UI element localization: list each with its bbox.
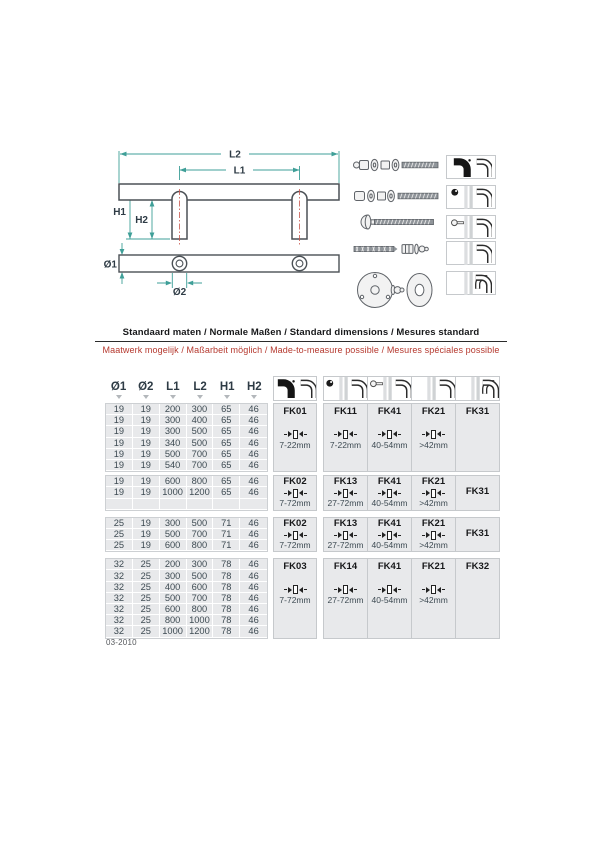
door-thickness-icon (284, 430, 307, 439)
dimension-value: 500 (160, 449, 187, 460)
product-code: FK31 (465, 528, 490, 539)
door-thickness-icon (284, 585, 307, 594)
col-header-l1 (159, 382, 186, 402)
product-cell-FK13 (323, 475, 368, 511)
dim-label-D1: Ø1 (103, 259, 117, 271)
dimension-value: 46 (240, 615, 267, 626)
blind-fixing-icon (450, 156, 492, 179)
screw-fixing-icon (369, 377, 411, 400)
dimension-value: 500 (160, 529, 187, 540)
date-code: 03-2010 (106, 638, 137, 647)
dimension-value: 19 (106, 449, 133, 460)
column-marker-icon (251, 395, 257, 399)
dimension-value: 600 (160, 540, 187, 551)
blind-fixing-icon (274, 377, 316, 400)
dimension-value: 500 (187, 438, 214, 449)
dimension-value: 25 (133, 559, 160, 570)
dimension-value: 78 (213, 593, 240, 604)
handle-bottom-view (119, 255, 339, 272)
dimension-value: 1200 (187, 626, 214, 637)
door-thickness-range: 27-72mm (327, 497, 364, 508)
col-header-h2 (241, 382, 268, 402)
product-cell-FK03 (273, 558, 317, 638)
product-cell-FK11 (323, 403, 368, 472)
door-thickness-range: 27-72mm (327, 539, 364, 550)
fixing-type-column-blind-fixing (273, 376, 317, 401)
size-group-3 (105, 517, 505, 553)
product-code: FK21 (421, 561, 446, 573)
door-thickness-icon (378, 531, 401, 540)
col-header-diameter1 (105, 382, 132, 402)
column-marker-icon (170, 395, 176, 399)
dimension-value: 32 (106, 559, 133, 570)
dimension-value: 19 (133, 529, 160, 540)
mount-option-box-clamp-fixing (446, 241, 496, 265)
dimension-value: 46 (240, 604, 267, 615)
door-thickness-range: 40-54mm (371, 595, 408, 606)
door-thickness-icon (334, 585, 357, 594)
dimension-value: 32 (106, 604, 133, 615)
product-cell-FK14 (323, 558, 368, 638)
size-group-1 (105, 403, 505, 472)
dimension-value: 19 (133, 438, 160, 449)
door-thickness-icon (284, 531, 307, 540)
dimension-value: 32 (106, 626, 133, 637)
dimension-value: 700 (187, 529, 214, 540)
dimension-value: 25 (133, 615, 160, 626)
cap-nut-washers-threaded-rod-icon (352, 154, 440, 176)
door-thickness-icon (422, 585, 445, 594)
dimension-value: 700 (187, 449, 214, 460)
dimension-value: 32 (106, 593, 133, 604)
carriage-bolt-icon (358, 213, 440, 231)
dimension-value: 800 (160, 615, 187, 626)
door-thickness-range: >42mm (419, 595, 448, 606)
product-cell-FK32 (455, 558, 500, 638)
dim-label-H2: H2 (135, 215, 148, 226)
dimension-value: 65 (213, 415, 240, 426)
dimension-value: 19 (106, 438, 133, 449)
door-thickness-range: 7-72mm (279, 595, 311, 606)
empty-cell (160, 499, 187, 510)
rosette-plate-and-ring-icon (356, 269, 436, 311)
door-thickness-range: >42mm (419, 497, 448, 508)
titles-block (95, 327, 507, 355)
door-thickness-icon (334, 489, 357, 498)
product-code: FK41 (377, 561, 402, 573)
door-thickness-icon (284, 489, 307, 498)
door-thickness-range: 40-54mm (371, 497, 408, 508)
fixing-type-column-through-bolt (323, 376, 368, 401)
dimensions-grid (105, 475, 268, 511)
dimension-value: 25 (133, 626, 160, 637)
product-code: FK21 (421, 517, 446, 529)
dimension-value: 19 (106, 426, 133, 437)
dimension-value: 25 (133, 570, 160, 581)
through-bolt-icon (450, 186, 492, 209)
dimension-value: 500 (187, 426, 214, 437)
product-code: FK14 (333, 561, 358, 573)
dimension-value: 300 (160, 415, 187, 426)
mount-option-box-back-to-back (446, 271, 496, 295)
door-thickness-range: 7-22mm (279, 439, 311, 450)
handle-dimension-drawing (100, 143, 350, 318)
fixing-type-column-back-to-back (455, 376, 500, 401)
door-thickness-range: 7-22mm (329, 439, 362, 450)
column-marker-icon (224, 395, 230, 399)
dimension-value: 200 (160, 404, 187, 415)
col-label: H2 (247, 380, 262, 393)
product-code: FK13 (333, 517, 358, 529)
dimension-value: 25 (106, 518, 133, 529)
dimension-value: 300 (160, 518, 187, 529)
dimensions-grid (105, 403, 268, 472)
col-label: Ø2 (138, 380, 154, 393)
col-header-l2 (186, 382, 213, 402)
empty-cell (187, 499, 214, 510)
dimension-value: 300 (160, 570, 187, 581)
dimension-value: 600 (160, 604, 187, 615)
dimension-value: 46 (240, 449, 267, 460)
back-to-back-icon (457, 377, 499, 400)
dimension-value: 25 (133, 593, 160, 604)
dimension-value: 65 (213, 476, 240, 487)
sleeve-washers-threaded-rod-icon (352, 185, 440, 207)
dimension-value: 800 (187, 604, 214, 615)
dimension-value: 78 (213, 604, 240, 615)
dimension-value: 19 (133, 518, 160, 529)
product-code: FK41 (377, 476, 402, 488)
col-header-h1 (214, 382, 241, 402)
dimension-value: 78 (213, 570, 240, 581)
dimension-value: 19 (133, 476, 160, 487)
door-thickness-icon (334, 531, 357, 540)
made-to-measure-subtitle: Maatwerk mogelijk / Maßarbeit möglich / Made-to-measure possible / Mesures spéciales possible (102, 345, 500, 355)
product-cell-FK41 (367, 475, 412, 511)
dimension-value: 46 (240, 415, 267, 426)
mount-option-box-through-bolt (446, 185, 496, 209)
dimension-value: 46 (240, 626, 267, 637)
door-thickness-icon (334, 430, 357, 439)
column-marker-icon (143, 395, 149, 399)
dimension-value: 65 (213, 487, 240, 498)
col-header-diameter2 (132, 382, 159, 402)
door-thickness-range: 7-72mm (279, 497, 311, 508)
dimension-value: 65 (213, 460, 240, 471)
dimension-value: 78 (213, 615, 240, 626)
door-thickness-range: 7-72mm (279, 539, 311, 550)
dimensions-table (105, 374, 505, 639)
product-code: FK41 (377, 406, 402, 417)
dimension-value: 19 (133, 449, 160, 460)
col-label: H1 (219, 380, 235, 393)
dimension-value: 65 (213, 426, 240, 437)
size-group-2 (105, 475, 505, 511)
product-code: FK01 (283, 406, 307, 417)
dimension-value: 46 (240, 426, 267, 437)
dimension-value: 800 (187, 540, 214, 551)
door-thickness-range: 27-72mm (327, 595, 364, 606)
col-label: L2 (193, 380, 207, 393)
back-to-back-icon (450, 272, 492, 295)
dimension-value: 46 (240, 438, 267, 449)
dimension-column-headers (105, 382, 268, 402)
dimension-value: 700 (187, 460, 214, 471)
dimension-value: 600 (160, 476, 187, 487)
dimension-value: 46 (240, 487, 267, 498)
dimension-value: 78 (213, 626, 240, 637)
fixing-type-column-clamp-fixing (411, 376, 456, 401)
product-code: FK21 (421, 476, 446, 488)
dimension-value: 46 (240, 570, 267, 581)
dimension-value: 65 (213, 438, 240, 449)
product-cell-FK01 (273, 403, 317, 472)
door-thickness-range: >42mm (419, 439, 448, 450)
dimension-value: 19 (106, 476, 133, 487)
product-code: FK02 (283, 476, 307, 488)
clamp-fixing-icon (413, 377, 455, 400)
empty-cell (213, 499, 240, 510)
dimension-value: 500 (187, 570, 214, 581)
col-label: Ø1 (110, 380, 127, 393)
product-cell-FK41 (367, 517, 412, 553)
product-code: FK11 (334, 406, 357, 417)
through-bolt-icon (325, 377, 367, 400)
product-cell-FK21 (411, 403, 456, 472)
door-thickness-icon (422, 489, 445, 498)
product-code: FK02 (283, 517, 307, 529)
dimension-value: 32 (106, 582, 133, 593)
door-thickness-icon (378, 489, 401, 498)
dimension-value: 46 (240, 540, 267, 551)
dimension-value: 300 (187, 559, 214, 570)
dimension-value: 1000 (187, 615, 214, 626)
dimension-value: 19 (106, 460, 133, 471)
dimension-value: 19 (133, 540, 160, 551)
door-thickness-range: >42mm (419, 539, 448, 550)
product-cell-FK41 (367, 403, 412, 472)
mount-option-box-blind-fixing (446, 155, 496, 179)
dimension-value: 19 (106, 404, 133, 415)
dimension-value: 300 (160, 426, 187, 437)
column-marker-icon (197, 395, 203, 399)
dimension-value: 71 (213, 518, 240, 529)
dim-label-L2: L2 (229, 149, 241, 161)
dimension-value: 46 (240, 559, 267, 570)
dimension-value: 600 (187, 582, 214, 593)
dim-label-H1: H1 (113, 207, 126, 218)
column-marker-icon (116, 395, 122, 399)
door-thickness-icon (422, 430, 445, 439)
table-header (105, 374, 505, 401)
dimension-value: 800 (187, 476, 214, 487)
door-thickness-range: 40-54mm (371, 439, 408, 450)
screw-fixing-icon (450, 216, 492, 239)
dimension-value: 65 (213, 449, 240, 460)
dimension-value: 32 (106, 570, 133, 581)
product-code: FK41 (377, 517, 402, 529)
wall-anchor-with-nut-icon (352, 241, 440, 257)
product-cell-FK21 (411, 517, 456, 553)
dim-label-L1: L1 (233, 165, 246, 177)
dim-label-D2: Ø2 (172, 287, 187, 298)
dimension-value: 1000 (160, 487, 187, 498)
dimension-value: 46 (240, 593, 267, 604)
product-cell-FK31 (455, 475, 500, 511)
product-cell-FK21 (411, 558, 456, 638)
table-body (105, 403, 505, 639)
dimension-value: 71 (213, 540, 240, 551)
product-code: FK21 (421, 406, 446, 417)
dimension-value: 19 (133, 487, 160, 498)
door-thickness-icon (378, 585, 401, 594)
dimension-value: 540 (160, 460, 187, 471)
product-code: FK32 (465, 561, 490, 573)
empty-cell (133, 499, 160, 510)
dimension-value: 500 (160, 593, 187, 604)
product-code: FK31 (465, 406, 490, 417)
dimensions-grid (105, 558, 268, 638)
dimension-value: 78 (213, 582, 240, 593)
fixing-type-header (268, 376, 500, 401)
dimension-value: 32 (106, 615, 133, 626)
dimension-value: 78 (213, 559, 240, 570)
dimension-value: 400 (160, 582, 187, 593)
dimension-value: 19 (133, 404, 160, 415)
dimension-value: 46 (240, 518, 267, 529)
product-cell-FK02 (273, 517, 317, 553)
product-cell-FK21 (411, 475, 456, 511)
door-thickness-icon (378, 430, 401, 439)
product-code: FK13 (333, 476, 358, 488)
standard-dimensions-title: Standaard maten / Normale Maßen / Standard dimensions / Mesures standard (95, 327, 507, 342)
dimension-value: 19 (133, 415, 160, 426)
dimension-value: 46 (240, 460, 267, 471)
dimension-value: 19 (106, 415, 133, 426)
dimension-value: 46 (240, 529, 267, 540)
clamp-fixing-icon (450, 242, 492, 265)
empty-cell (240, 499, 267, 510)
dimension-value: 71 (213, 529, 240, 540)
fixing-type-column-screw-fixing (367, 376, 412, 401)
dimensions-grid (105, 517, 268, 553)
dimension-value: 25 (133, 582, 160, 593)
empty-cell (106, 499, 133, 510)
product-cell-FK31 (455, 517, 500, 553)
dimension-value: 46 (240, 476, 267, 487)
dimension-value: 25 (106, 540, 133, 551)
dimension-value: 46 (240, 582, 267, 593)
dimension-value: 300 (187, 404, 214, 415)
product-cell-FK13 (323, 517, 368, 553)
dimension-value: 19 (133, 460, 160, 471)
product-code: FK03 (283, 561, 307, 573)
col-label: L1 (166, 380, 180, 393)
dimension-value: 25 (106, 529, 133, 540)
dimension-value: 65 (213, 404, 240, 415)
dimension-value: 46 (240, 404, 267, 415)
product-cell-FK31 (455, 403, 500, 472)
dimension-value: 400 (187, 415, 214, 426)
dimension-value: 19 (106, 487, 133, 498)
dimension-value: 700 (187, 593, 214, 604)
dimension-value: 340 (160, 438, 187, 449)
mount-option-box-screw-fixing (446, 215, 496, 239)
dimension-value: 25 (133, 604, 160, 615)
dimension-value: 500 (187, 518, 214, 529)
product-cell-FK41 (367, 558, 412, 638)
dimension-value: 200 (160, 559, 187, 570)
dimension-value: 1200 (187, 487, 214, 498)
product-cell-FK02 (273, 475, 317, 511)
size-group-4 (105, 558, 505, 638)
technical-drawing (100, 141, 505, 323)
door-thickness-range: 40-54mm (371, 539, 408, 550)
dimension-value: 1000 (160, 626, 187, 637)
door-thickness-icon (422, 531, 445, 540)
product-code: FK31 (465, 486, 490, 498)
dimension-value: 19 (133, 426, 160, 437)
